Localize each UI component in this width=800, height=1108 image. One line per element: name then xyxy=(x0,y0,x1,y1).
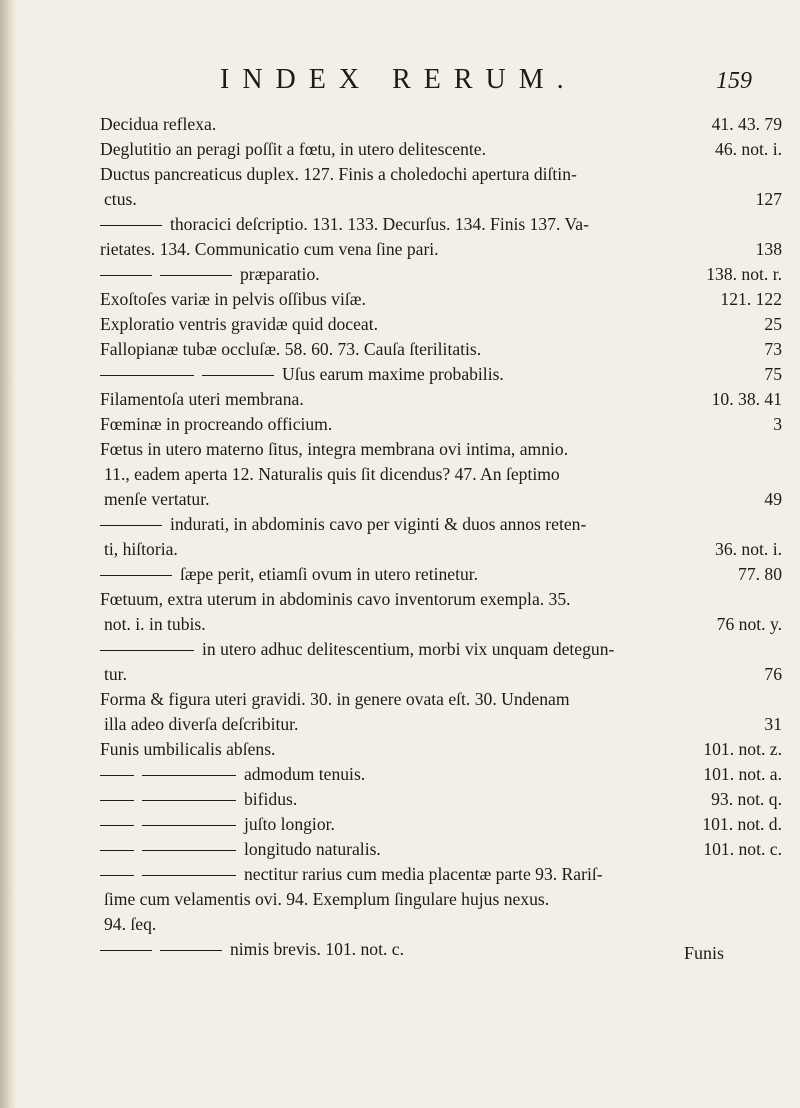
index-entry: illa adeo diverſa deſcribitur. 31 xyxy=(104,714,782,734)
index-entry: juſto longior. 101. not. d. xyxy=(100,812,782,837)
ditto-dash xyxy=(100,275,152,276)
running-head: INDEX RERUM. xyxy=(220,64,577,95)
index-entry: Fallopianæ tubæ occluſæ. 58. 60. 73. Cauſa ſterilitatis. 73 xyxy=(100,339,782,359)
index-entry: rietates. 134. Communicatio cum vena ſine pari. 138 xyxy=(100,239,782,259)
ditto-dash xyxy=(100,800,134,801)
ditto-dash xyxy=(142,800,236,801)
index-entry: in utero adhuc delitescentium, morbi vix unquam detegun- xyxy=(100,637,782,662)
index-entry: præparatio. 138. not. r. xyxy=(100,262,782,287)
index-entry: thoracici deſcriptio. 131. 133. Decurſus. 134. Finis 137. Va- xyxy=(100,212,782,237)
ditto-dash xyxy=(100,575,172,576)
index-entry: menſe vertatur. 49 xyxy=(104,489,782,509)
page-number: 159 xyxy=(716,68,752,94)
index-entry: not. i. in tubis. 76 not. y. xyxy=(104,614,782,634)
index-entry: indurati, in abdominis cavo per viginti & duos annos reten- xyxy=(100,512,782,537)
ditto-dash xyxy=(160,275,232,276)
index-entry: tur. 76 xyxy=(104,664,782,684)
catchword: Funis xyxy=(684,943,725,963)
index-entry: Funis umbilicalis abſens. 101. not. z. xyxy=(100,739,782,759)
ditto-dash xyxy=(202,375,274,376)
ditto-dash xyxy=(100,850,134,851)
index-entry: bifidus. 93. not. q. xyxy=(100,787,782,812)
ditto-dash xyxy=(100,825,134,826)
ditto-dash xyxy=(100,875,134,876)
index-entry: 94. ſeq. xyxy=(104,914,157,934)
index-entry: ſime cum velamentis ovi. 94. Exemplum ſingulare hujus nexus. xyxy=(104,889,550,909)
index-entry: Exoſtoſes variæ in pelvis oſſibus viſæ. 121. 122 xyxy=(100,289,782,309)
ditto-dash xyxy=(100,525,162,526)
ditto-dash xyxy=(100,775,134,776)
ditto-dash xyxy=(142,875,236,876)
index-entry: longitudo naturalis. 101. not. c. xyxy=(100,837,782,862)
index-entry: Ductus pancreaticus duplex. 127. Finis a choledochi apertura diſtin- xyxy=(100,164,577,184)
index-entry: nectitur rarius cum media placentæ parte 93. Rariſ- xyxy=(100,862,782,887)
index-entry: Fœtus in utero materno ſitus, integra membrana ovi intima, amnio. xyxy=(100,439,569,459)
index-entry: ſæpe perit, etiamſi ovum in utero retinetur. 77. 80 xyxy=(100,562,782,587)
index-entry: 11., eadem aperta 12. Naturalis quis ſit dicendus? 47. An ſeptimo xyxy=(104,464,560,484)
index-entry: ti, hiſtoria. 36. not. i. xyxy=(104,539,782,559)
index-entry: ctus. 127 xyxy=(104,189,782,209)
ditto-dash xyxy=(142,825,236,826)
index-entry: Filamentoſa uteri membrana. 10. 38. 41 xyxy=(100,389,782,409)
index-entry: Decidua reflexa. 41. 43. 79 xyxy=(100,114,782,134)
ditto-dash xyxy=(100,650,194,651)
ditto-dash xyxy=(100,225,162,226)
ditto-dash xyxy=(100,375,194,376)
ditto-dash xyxy=(142,775,236,776)
index-entry: Forma & figura uteri gravidi. 30. in genere ovata eſt. 30. Undenam xyxy=(100,689,570,709)
ditto-dash xyxy=(160,950,222,951)
page-binding-edge xyxy=(0,0,16,1108)
ditto-dash xyxy=(142,850,236,851)
index-entry: Exploratio ventris gravidæ quid doceat. 25 xyxy=(100,314,782,334)
index-entry: admodum tenuis. 101. not. a. xyxy=(100,762,782,787)
index-entry: Fœtuum, extra uterum in abdominis cavo inventorum exempla. 35. xyxy=(100,589,571,609)
index-entry: Uſus earum maxime probabilis. 75 xyxy=(100,362,782,387)
index-entry: Deglutitio an peragi poſſit a fœtu, in utero delitescente. 46. not. i. xyxy=(100,139,782,159)
ditto-dash xyxy=(100,950,152,951)
index-entry: nimis brevis. 101. not. c. xyxy=(100,937,782,962)
index-entry: Fœminæ in procreando officium. 3 xyxy=(100,414,782,434)
index-text xyxy=(100,112,782,962)
